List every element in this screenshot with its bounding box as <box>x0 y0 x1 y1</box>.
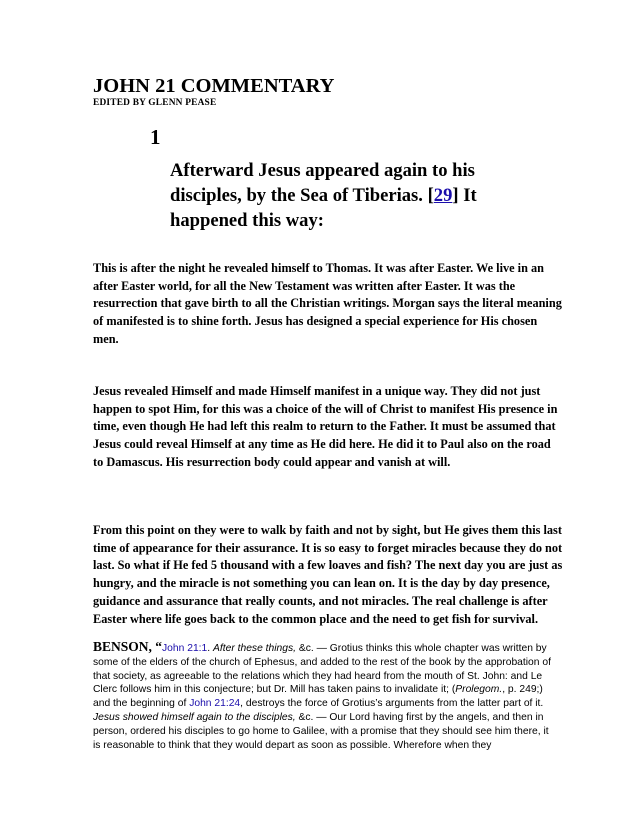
benson-text: &c. — Grotius thinks this whole chapter was written by some of the elders of the church of Ephesus, and added to the rest of the book by the approbation of that society, as agreeable to the relations which they had heard from the mouth of St. John: and Le Clerc follows him in this conjecture; but Dr. Mill has taken pains to invalidate it; ( <box>93 643 551 696</box>
scripture-reference[interactable]: John 21:1 <box>162 643 208 654</box>
verse-text <box>170 158 530 233</box>
benson-text: &c. — Our Lord having first by the angels, and then in person, ordered his disciples to go home to Galilee, with a promise that they should see him there, it is reasonable to think that they would depart as soon as possible. Wherefore when they <box>93 711 549 751</box>
footnote-link[interactable]: 29 <box>433 185 453 206</box>
benson-lead: BENSON, “ <box>93 639 163 654</box>
verse-number: 1 <box>150 125 161 149</box>
benson-text: , p. 249;) and the beginning of <box>93 684 543 710</box>
verse-text-start: Afterward Jesus appeared again to his disciples, by the Sea of Tiberias. [ <box>170 160 475 206</box>
document-title: JOHN 21 COMMENTARY <box>93 75 335 97</box>
commentary-paragraph: From this point on they were to walk by faith and not by sight, but He gives them this last time of appearance for their assurance. It is so easy to forget miracles because they do not last. So what if He fed 5 thousand with a few loaves and fish? The next day you are just as hungry, and the miracle is not something you can lean on. It is the day by day presence, guidance and assurance that really counts, and not miracles. The real challenge is after Easter where life goes back to the common place and the need to get fish for survival. <box>93 523 563 626</box>
benson-italic: Prolegom. <box>455 684 503 696</box>
commentary-paragraph: Jesus revealed Himself and made Himself manifest in a unique way. They did not just happen to spot Him, for this was a choice of the will of Christ to manifest His presence in time, even though He had left this realm to return to the Father. It must be assumed that Jesus could reveal Himself at any time as He did here. He did it to Paul also on the road to Damascus. His resurrection body could appear and vanish at will. <box>93 384 558 469</box>
benson-italic: After these things, <box>213 643 296 654</box>
scripture-reference[interactable]: John 21:24 <box>189 698 241 710</box>
document-subtitle: EDITED BY GLENN PEASE <box>93 98 217 108</box>
benson-italic: Jesus showed himself again to the disciples, <box>93 711 296 723</box>
commentary-paragraph: This is after the night he revealed himself to Thomas. It was after Easter. We live in an after Easter world, for all the New Testament was written after Easter. It was the resurrection that gave birth to all the Christian writings. Morgan says the literal meaning of manifested is to shine forth. Jesus has designed a special experience for His chosen men. <box>93 261 562 346</box>
benson-text: , destroys the force of Grotius’s arguments from the latter part of it. <box>240 698 544 710</box>
benson-text: . <box>207 643 213 654</box>
benson-commentary <box>93 640 555 752</box>
verse-text-end: ] It happened this way: <box>170 185 477 231</box>
